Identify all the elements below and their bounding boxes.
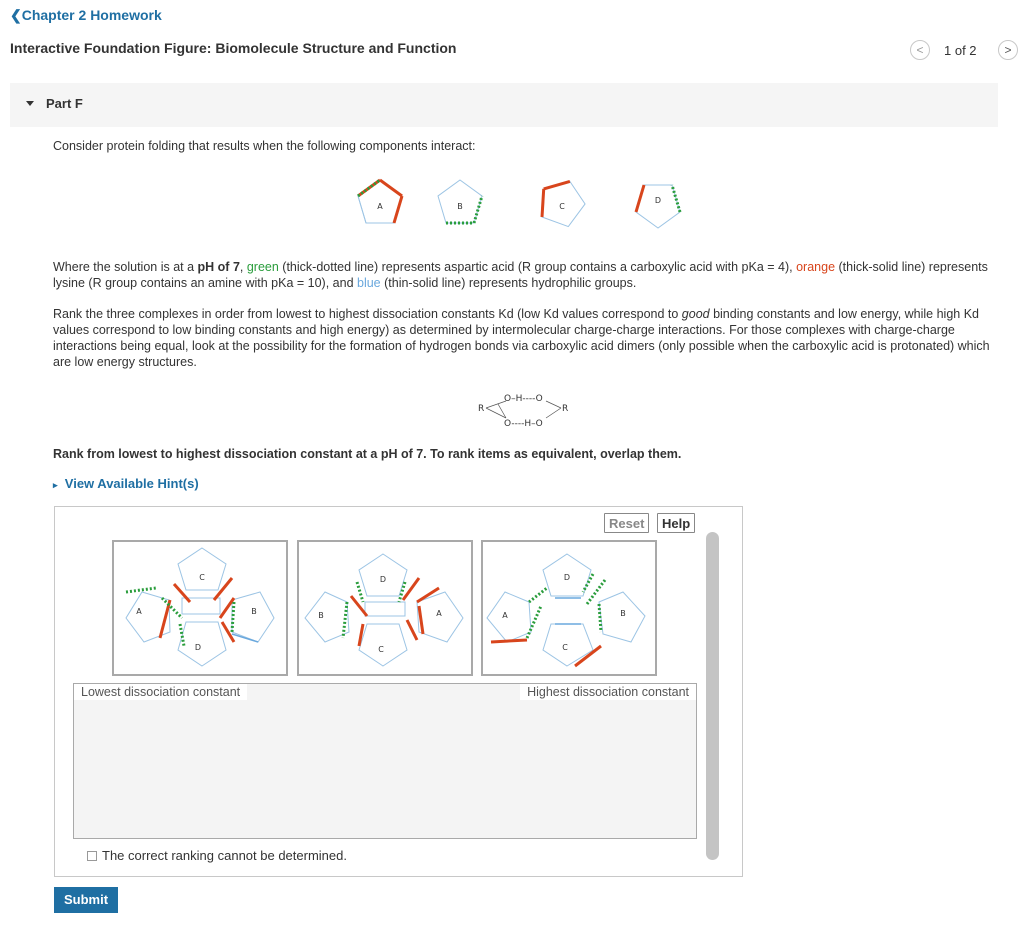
complex-diagram [114,542,286,674]
chevron-left-icon: ❮ [10,7,22,23]
component-label: D [654,196,662,205]
complex-label: B [620,609,626,618]
reset-button[interactable]: Reset [604,513,649,533]
component-c [534,174,590,229]
ranking-item-3[interactable] [481,540,657,676]
question-intro: Consider protein folding that results when the following components interact: [53,139,476,153]
cannot-determine-option: The correct ranking cannot be determined. [87,848,347,863]
complex-label: D [379,575,387,584]
complex-label: A [436,609,442,618]
page-title: Interactive Foundation Figure: Biomolecule Structure and Function [10,40,457,56]
component-label: A [377,202,383,211]
highest-label: Highest dissociation constant [520,684,696,700]
rank-explanation: Rank the three complexes in order from lowest to highest dissociation constants Kd (low Kd values correspond to good binding constants and low energy, while high Kd values correspond to low binding constants and high energy) as determined by intermolecular charge-charge interactions. For those complexes with charge-charge interactions being equal, look at the possibility for the formation of hydrogen bonds via carboxylic acid dimers (only possible when the carboxylic acid is protonated) which are low energy structures. [53,307,990,369]
caret-right-icon: ▸ [53,480,58,490]
complex-label: D [194,643,202,652]
question-description: Where the solution is at a pH of 7, green (thick-dotted line) represents aspartic acid (R group contains a carboxylic acid with pKa = 4), orange (thick-solid line) represents lysine (R group contains an amine with pKa = 10), and blue (thin-solid line) represents hydrophilic groups. [53,260,988,290]
dimer-r-left: R [478,404,485,414]
complex-label: A [502,611,508,620]
components-figure [340,170,700,240]
complex-label: A [136,607,142,616]
help-button[interactable]: Help [657,513,695,533]
chevron-right-icon: > [1004,43,1012,57]
page-counter: 1 of 2 [944,43,977,58]
part-label: Part F [46,96,83,111]
hint-link[interactable]: ▸ View Available Hint(s) [53,476,199,491]
component-label: C [559,202,565,211]
submit-button[interactable]: Submit [54,887,118,913]
dimer-r-right: R [562,404,569,414]
prev-page-button[interactable] [910,40,930,60]
carboxylic-dimer-figure [476,388,576,432]
complex-label: B [318,611,324,620]
component-label: B [457,202,463,211]
rank-instruction: Rank from lowest to highest dissociation constant at a pH of 7. To rank items as equivalent, overlap them. [53,447,682,461]
complex-label: B [251,607,257,616]
back-to-chapter-link[interactable]: ❮Chapter 2 Homework [10,7,162,23]
complex-diagram [483,542,655,674]
ranking-item-2[interactable] [297,540,473,676]
cannot-determine-checkbox[interactable] [87,851,97,861]
lowest-label: Lowest dissociation constant [74,684,247,700]
caret-down-icon [26,101,34,106]
component-d [636,185,680,228]
complex-label: C [199,573,205,582]
complex-diagram [299,542,471,674]
dimer-bottom: O----H–O [504,419,543,429]
complex-label: C [562,643,568,652]
pager [904,38,1024,62]
part-toggle[interactable] [10,83,998,127]
ranking-item-1[interactable] [112,540,288,676]
complex-label: C [378,645,384,654]
ranking-scrollbar[interactable] [706,532,719,860]
component-a [358,180,402,223]
component-b [438,180,482,223]
complex-label: D [563,573,571,582]
dimer-top: O–H----O [504,394,543,404]
next-page-button[interactable] [998,40,1018,60]
chevron-left-icon: < [916,43,924,57]
ranking-drop-zone[interactable] [73,683,697,839]
